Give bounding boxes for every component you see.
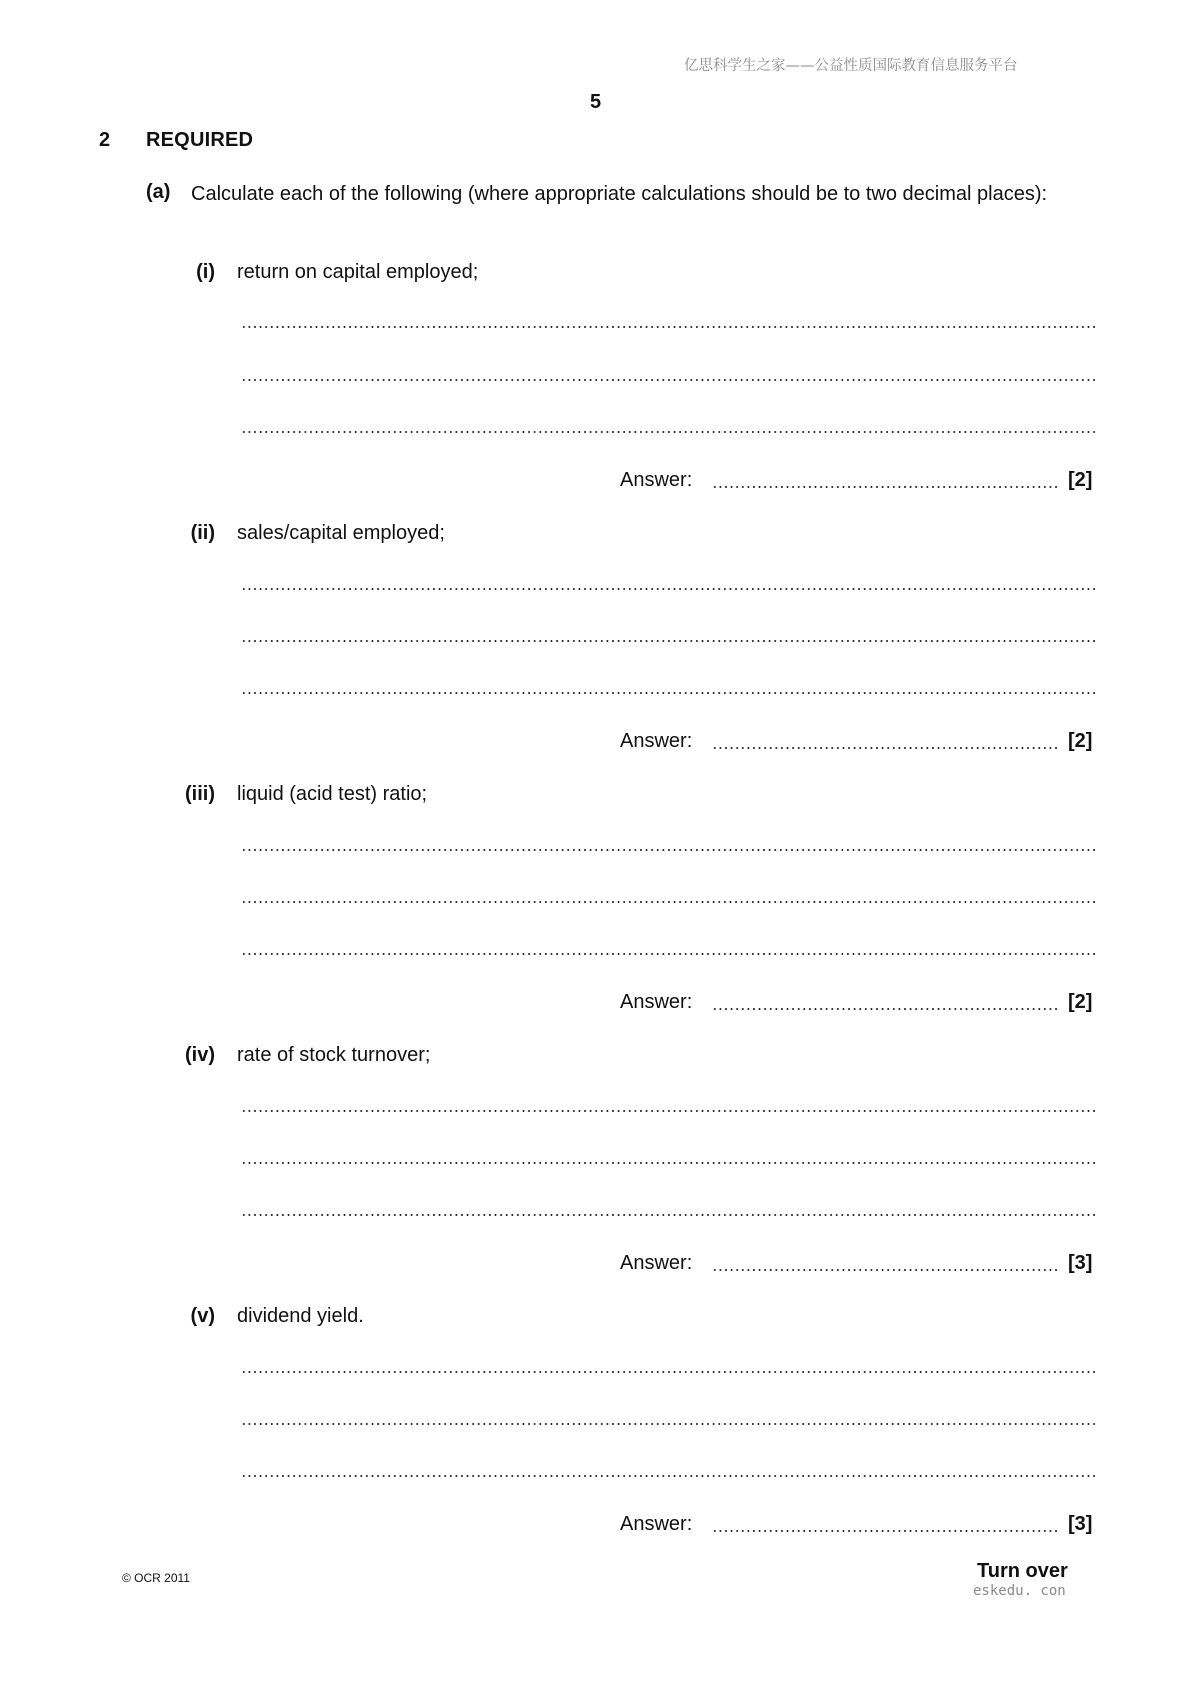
answer-field[interactable] bbox=[712, 1008, 1057, 1010]
subpart-text: liquid (acid test) ratio; bbox=[237, 783, 428, 805]
subpart-text: return on capital employed; bbox=[237, 261, 479, 283]
subpart-label: (i) bbox=[196, 261, 215, 283]
answer-line[interactable] bbox=[241, 1371, 1097, 1373]
answer-label: Answer: bbox=[620, 1252, 693, 1274]
marks-badge: [2] bbox=[1068, 469, 1093, 491]
answer-line[interactable] bbox=[241, 901, 1097, 903]
answer-line[interactable] bbox=[241, 640, 1097, 642]
answer-line[interactable] bbox=[241, 431, 1097, 433]
site-watermark: eskedu. con bbox=[973, 1583, 1066, 1599]
answer-label: Answer: bbox=[620, 469, 693, 491]
copyright-notice: © OCR 2011 bbox=[122, 1571, 190, 1585]
subpart-text: sales/capital employed; bbox=[237, 522, 445, 544]
marks-badge: [3] bbox=[1068, 1513, 1093, 1535]
answer-line[interactable] bbox=[241, 588, 1097, 590]
marks-badge: [3] bbox=[1068, 1252, 1093, 1274]
answer-line[interactable] bbox=[241, 326, 1097, 328]
question-number: 2 bbox=[99, 129, 111, 151]
answer-label: Answer: bbox=[620, 991, 693, 1013]
answer-line[interactable] bbox=[241, 1214, 1097, 1216]
answer-field[interactable] bbox=[712, 1530, 1057, 1532]
answer-line[interactable] bbox=[241, 849, 1097, 851]
answer-field[interactable] bbox=[712, 1269, 1057, 1271]
answer-line[interactable] bbox=[241, 1423, 1097, 1425]
answer-line[interactable] bbox=[241, 1162, 1097, 1164]
marks-badge: [2] bbox=[1068, 730, 1093, 752]
part-instruction: Calculate each of the following (where appropriate calculations should be to two decimal places): bbox=[191, 183, 1048, 205]
subpart-text: dividend yield. bbox=[237, 1305, 364, 1327]
answer-label: Answer: bbox=[620, 1513, 693, 1535]
watermark-text: 亿思科学生之家——公益性质国际教育信息服务平台 bbox=[684, 58, 1018, 74]
marks-badge: [2] bbox=[1068, 991, 1093, 1013]
answer-line[interactable] bbox=[241, 379, 1097, 381]
answer-line[interactable] bbox=[241, 692, 1097, 694]
answer-field[interactable] bbox=[712, 747, 1057, 749]
question-heading: REQUIRED bbox=[146, 129, 254, 151]
subpart-label: (iv) bbox=[185, 1044, 215, 1066]
turn-over-label: Turn over bbox=[977, 1560, 1068, 1582]
answer-label: Answer: bbox=[620, 730, 693, 752]
answer-line[interactable] bbox=[241, 1110, 1097, 1112]
subpart-label: (v) bbox=[190, 1305, 215, 1327]
subpart-label: (iii) bbox=[185, 783, 215, 805]
answer-field[interactable] bbox=[712, 486, 1057, 488]
subpart-label: (ii) bbox=[190, 522, 215, 544]
answer-line[interactable] bbox=[241, 1475, 1097, 1477]
answer-line[interactable] bbox=[241, 953, 1097, 955]
subpart-text: rate of stock turnover; bbox=[237, 1044, 431, 1066]
page-number: 5 bbox=[589, 91, 602, 113]
part-label: (a) bbox=[146, 181, 171, 203]
